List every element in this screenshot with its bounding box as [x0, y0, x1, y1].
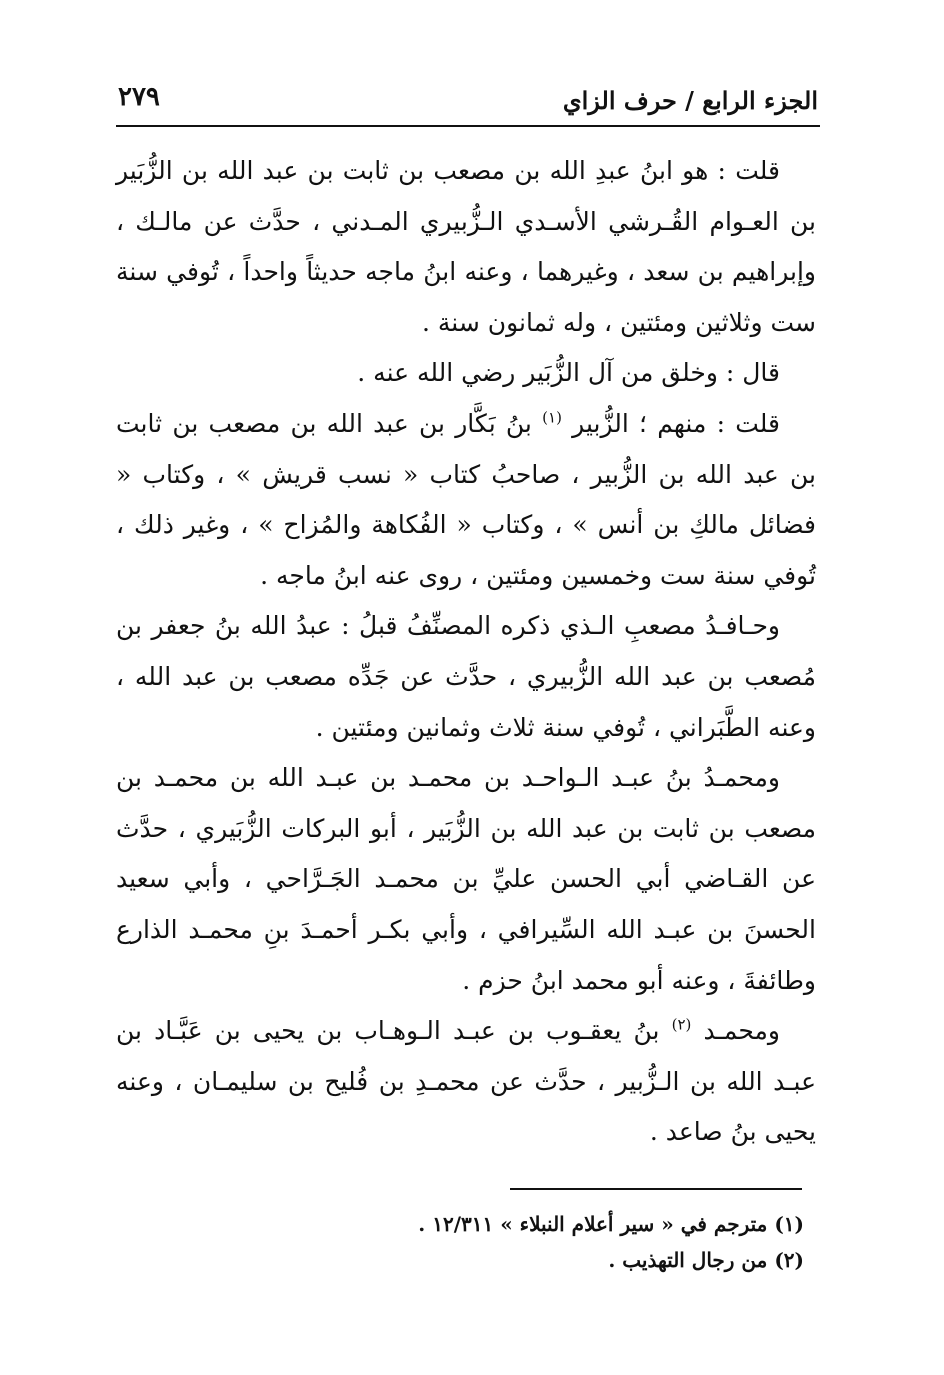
footnote: (١) مترجم في « سير أعلام النبلاء » ١٢/٣١١ . [418, 1212, 804, 1236]
paragraph-text: وحـافـدُ مصعبِ الـذي ذكره المصنِّفُ قبلُ : عبدُ الله بنُ جعفر بن مُصعب بن عبد الله الزُّبيري ، حدَّث عن جَدِّه مصعب بن عبد الله ، وعنه الطَّبَراني ، تُوفي سنة ثلاث وثمانين ومئتين . [116, 611, 816, 742]
header-title: الجزء الرابع / حرف الزاي [562, 86, 818, 115]
footnote-marker: (١) [542, 408, 562, 427]
paragraph-text: بنُ بَكَّار بن عبد الله بن مصعب بن ثابت بن عبد الله بن الزُّبير ، صاحبُ كتاب « نسب قريش » ، وكتاب « فضائل مالكِ بن أنس » ، وكتاب « الفُكاهة والمُزاح » ، وغير ذلك ، تُوفي سنة ست وخمسين ومئتين ، روى عنه ابنُ ماجه . [116, 408, 816, 590]
footnote-marker: (٢) [671, 1015, 692, 1034]
footnote: (٢) من رجال التهذيب . [608, 1248, 804, 1272]
body-text [116, 146, 816, 1158]
paragraph [116, 1006, 816, 1158]
paragraph [116, 601, 816, 753]
paragraph-text: قال : وخلق من آل الزُّبَير رضي الله عنه . [357, 358, 780, 388]
paragraph-text: قلت : منهم ؛ الزُّبير [572, 408, 781, 438]
paragraph [116, 348, 816, 399]
footnote-rule [510, 1188, 802, 1190]
footnotes [204, 1206, 804, 1278]
paragraph [116, 399, 816, 601]
paragraph [116, 753, 816, 1006]
paragraph-text: بنُ يعقـوب بن عبـد الـوهـاب بن يحيى بن عَبَّـاد بن عبـد الله بن الـزُّبير ، حدَّث عن محمـدِ بن فُليح بن سليمـان ، وعنه يحيى بنُ صاعد . [116, 1016, 816, 1147]
page-number: ٢٧٩ [118, 82, 160, 112]
paragraph-text: ومحمـد [703, 1016, 780, 1046]
paragraph [116, 146, 816, 348]
header-rule [116, 125, 820, 127]
paragraph-text: ومحمـدُ بنُ عبـد الـواحـد بن محمـد بن عبـد الله بن محمـد بن مصعب بن ثابت بن عبد الله بن الزُّبَير ، أبو البركات الزُّبَيري ، حدَّث عن القـاضي أبي الحسن عليِّ بن محمـد الجَـرَّاحي ، وأبي سعيد الحسنَ بن عبـد الله السِّيرافي ، وأبي بكـر أحمـدَ بنِ محمـد الذارع وطائفةَ ، وعنه أبو محمد ابنُ حزم . [116, 763, 816, 995]
paragraph-text: قلت : هو ابنُ عبدِ الله بن مصعب بن ثابت بن عبد الله بن الزُّبَير بن العـوام القُـرشي الأسـدي الـزُّبيري المـدني ، حدَّث عن مالـك ، وإبراهيم بن سعد ، وغيرهما ، وعنه ابنُ ماجه حديثاً واحداً ، تُوفي سنة ست وثلاثين ومئتين ، وله ثمانون سنة . [116, 156, 816, 337]
running-head [118, 82, 818, 122]
